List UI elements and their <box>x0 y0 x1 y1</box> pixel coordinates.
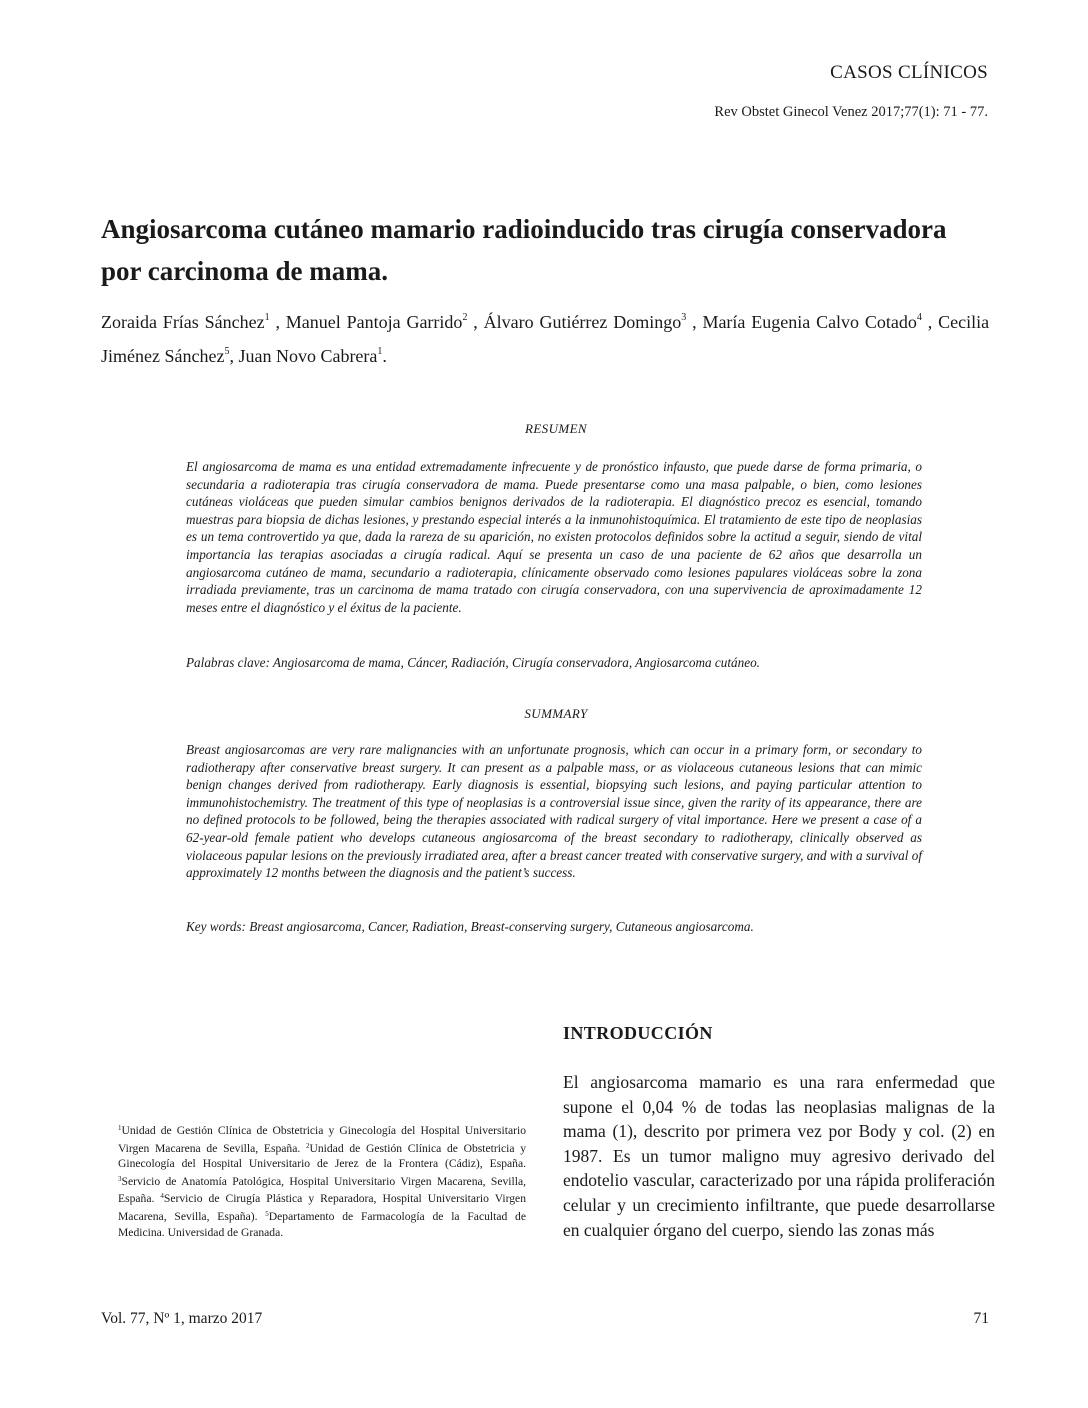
footer-volume: Vol. 77, Nº 1, marzo 2017 <box>101 1310 263 1327</box>
author-separator: , <box>269 312 286 332</box>
summary-heading: SUMMARY <box>524 706 588 721</box>
author-name: Cecilia Jiménez Sánchez <box>101 312 990 366</box>
introduction-text: El angiosarcoma mamario es una rara enfermedad que supone el 0,04 % de todas las neoplasias malignas de la mama (1), descrito por primera vez por Body y col. (2) en 1987. Es un tumor maligno muy agresivo derivado del endotelio vascular, caracterizado por una rápida proliferación celular y un crecimiento infiltrante, que puede desarrollarse en cualquier órgano del cuerpo, siendo las zonas más <box>563 1072 995 1240</box>
author-name: María Eugenia Calvo Cotado <box>702 312 917 332</box>
resumen-keywords: Palabras clave: Angiosarcoma de mama, Cáncer, Radiación, Cirugía conservadora, Angiosarcoma cutáneo. <box>186 655 760 670</box>
author-list <box>101 303 989 371</box>
author-separator: , <box>467 312 484 332</box>
affiliation-number: 1 <box>118 1124 122 1132</box>
journal-citation: Rev Obstet Ginecol Venez 2017;77(1): 71 - 77. <box>714 104 988 120</box>
author-separator: . <box>382 346 387 366</box>
section-label: CASOS CLÍNICOS <box>830 62 988 83</box>
affiliation-number: 3 <box>118 1174 122 1183</box>
article-title: Angiosarcoma cutáneo mamario radioinducido tras cirugía conservadora por carcinoma de mama. <box>101 214 947 286</box>
summary-text: Breast angiosarcomas are very rare malignancies with an unfortunate prognosis, which can occur in a primary form, or secondary to radiotherapy after conservative breast surgery. It can present as a palpable mass, or as violaceous cutaneous lesions that can mimic benign changes derived from radiotherapy. Early diagnosis is essential, biopsying such lesions, and paying particular attention to immunohistochemistry. The treatment of this type of neoplasias is a controversial issue since, given the rarity of its appearance, there are no defined protocols to be followed, being the therapies associated with radical surgery of vital importance. Here we present a case of a 62-year-old female patient who develops cutaneous angiosarcoma of the breast secondary to radiotherapy, clinically observed as violaceous papular lesions on the previously irradiated area, after a breast cancer treated with conservative surgery, and with a survival of approximately 12 months between the diagnosis and the patient’s success. <box>186 742 922 881</box>
author-separator: , <box>686 312 703 332</box>
affiliation-number: 4 <box>160 1192 164 1201</box>
author-name: Álvaro Gutiérrez Domingo <box>483 312 682 332</box>
author-name: Zoraida Frías Sánchez <box>101 312 265 332</box>
resumen-heading: RESUMEN <box>524 421 587 436</box>
author-separator: , <box>921 312 939 332</box>
resumen-text: El angiosarcoma de mama es una entidad extremadamente infrecuente y de pronóstico infausto, que puede darse de forma primaria, o secundaria a radioterapia tras cirugía conservadora de mama. Puede presentarse como una masa palpable, o bien, como lesiones cutáneas violáceas que pueden simular cambios benignos derivados de la radioterapia. El diagnóstico precoz es esencial, tomando muestras para biopsia de dichas lesiones, y prestando especial interés a la inmunohistoquímica. El tratamiento de este tipo de neoplasias es un tema controvertido ya que, dada la rareza de su aparición, no existen protocolos definidos sobre la actitud a seguir, siendo de vital importancia las terapias asociadas a cirugía radical. Aquí se presenta un caso de una paciente de 62 años que desarrolla un angiosarcoma cutáneo de mama, secundario a radioterapia, clínicamente observado como lesiones papulares violáceas sobre la zona irradiada previamente, tras un carcinoma de mama tratado con cirugía conservadora, con una supervivencia de aproximadamente 12 meses entre el diagnóstico y el éxitus de la paciente. <box>186 459 922 615</box>
author-affiliation-marker: 2 <box>462 312 468 323</box>
affiliation-text: Departamento de Farmacología de la Facultad de Medicina. Universidad de Granada. <box>118 1209 526 1239</box>
author-affiliation-marker: 1 <box>377 346 383 357</box>
affiliation-text: Servicio de Anatomía Patológica, Hospital Universitario Virgen Macarena, Sevilla, España. <box>118 1174 526 1206</box>
author-name: Juan Novo Cabrera <box>238 346 378 366</box>
affiliations-footnote <box>118 1121 526 1240</box>
author-affiliation-marker: 3 <box>681 312 687 323</box>
introduction-heading: INTRODUCCIÓN <box>563 1023 713 1043</box>
affiliation-text: Unidad de Gestión Clínica de Obstetricia y Ginecología del Hospital Universitario de Jerez de la Frontera (Cádiz), España. <box>118 1141 526 1171</box>
author-separator: , <box>229 346 239 366</box>
affiliation-number: 2 <box>305 1141 310 1150</box>
affiliation-text: Unidad de Gestión Clínica de Obstetricia y Ginecología del Hospital Universitario Virgen Macarena de Sevilla, España. <box>118 1124 526 1155</box>
footer-page-number: 71 <box>973 1310 989 1327</box>
author-affiliation-marker: 4 <box>916 312 922 323</box>
affiliation-number: 5 <box>265 1209 269 1218</box>
summary-keywords: Key words: Breast angiosarcoma, Cancer, Radiation, Breast-conserving surgery, Cutaneous angiosarcoma. <box>186 919 754 934</box>
affiliation-text: Servicio de Cirugía Plástica y Reparadora, Hospital Universitario Virgen Macarena, Sevilla, España). <box>118 1192 527 1223</box>
author-affiliation-marker: 5 <box>224 346 230 357</box>
author-name: Manuel Pantoja Garrido <box>285 312 463 332</box>
author-affiliation-marker: 1 <box>264 312 270 323</box>
